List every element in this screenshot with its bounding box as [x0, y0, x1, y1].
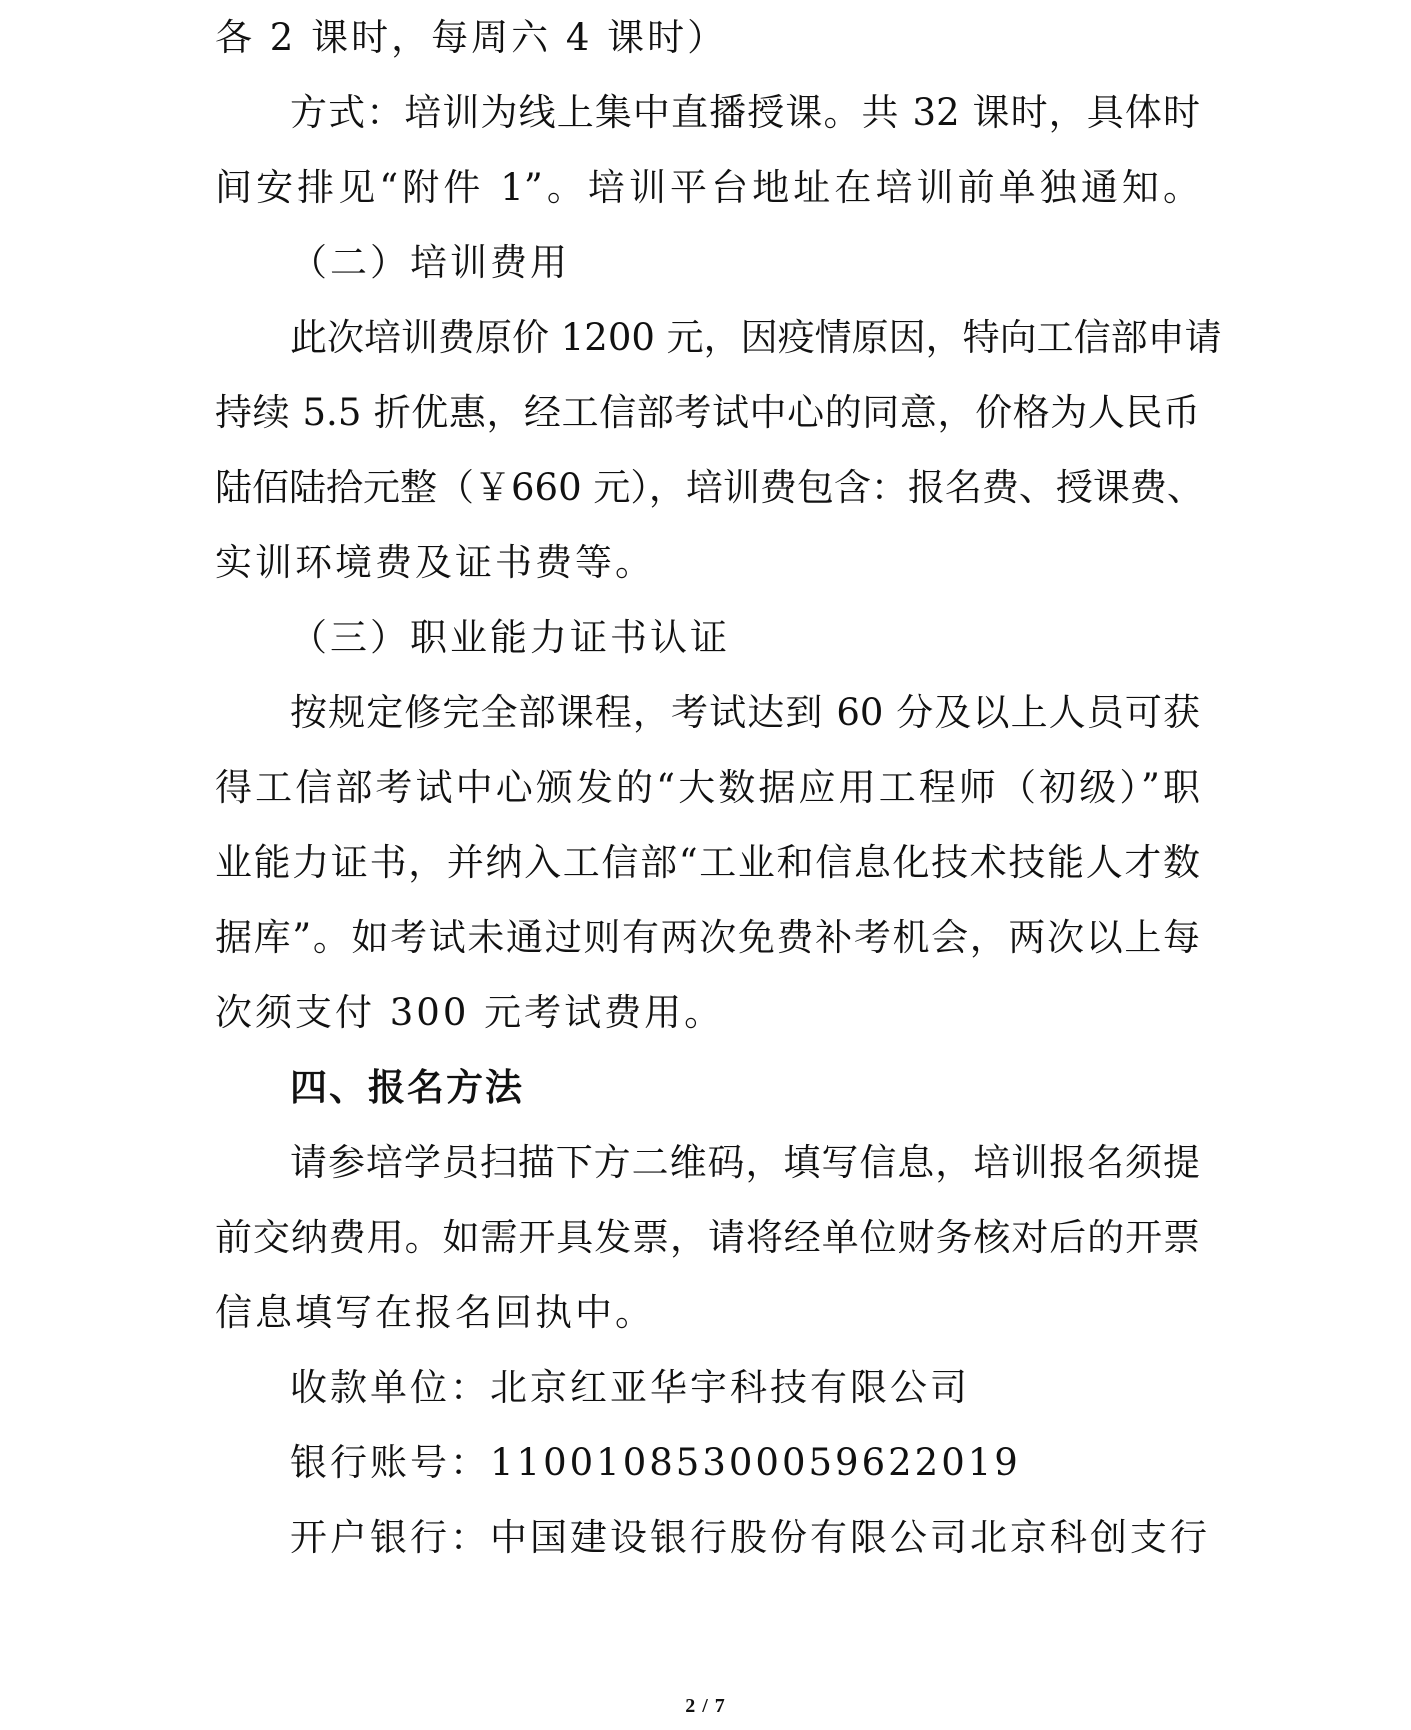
body-line: 陆佰陆拾元整（￥660 元），培训费包含：报名费、授课费、 — [215, 466, 1204, 509]
section-heading: 四、报名方法 — [290, 1066, 524, 1109]
body-line: 间安排见“附件 1”。培训平台地址在培训前单独通知。 — [215, 166, 1200, 209]
page-number: 2 / 7 — [685, 1695, 726, 1717]
body-line: 前交纳费用。如需开具发票，请将经单位财务核对后的开票 — [215, 1216, 1200, 1259]
body-line: 持续 5.5 折优惠，经工信部考试中心的同意，价格为人民币 — [215, 391, 1200, 434]
body-line: 业能力证书，并纳入工信部“工业和信息化技术技能人才数 — [215, 841, 1200, 884]
bank-name-line: 开户银行：中国建设银行股份有限公司北京科创支行 — [290, 1516, 1210, 1559]
section-subheading: （二）培训费用 — [290, 241, 570, 284]
body-line: 请参培学员扫描下方二维码，填写信息，培训报名须提 — [290, 1141, 1200, 1184]
body-line: 各 2 课时，每周六 4 课时） — [215, 16, 728, 59]
body-line: 得工信部考试中心颁发的“大数据应用工程师（初级）”职 — [215, 766, 1200, 809]
section-subheading: （三）职业能力证书认证 — [290, 616, 730, 659]
body-line: 方式：培训为线上集中直播授课。共 32 课时，具体时 — [290, 91, 1200, 134]
body-line: 信息填写在报名回执中。 — [215, 1291, 655, 1334]
body-line: 此次培训费原价 1200 元，因疫情原因，特向工信部申请 — [290, 316, 1222, 359]
payee-line: 收款单位：北京红亚华宇科技有限公司 — [290, 1366, 970, 1409]
body-line: 实训环境费及证书费等。 — [215, 541, 655, 584]
bank-account-line: 银行账号：11001085300059622019 — [290, 1441, 1021, 1484]
body-line: 次须支付 300 元考试费用。 — [215, 991, 725, 1034]
body-line: 按规定修完全部课程，考试达到 60 分及以上人员可获 — [290, 691, 1200, 734]
body-line: 据库”。如考试未通过则有两次免费补考机会，两次以上每 — [215, 916, 1200, 959]
